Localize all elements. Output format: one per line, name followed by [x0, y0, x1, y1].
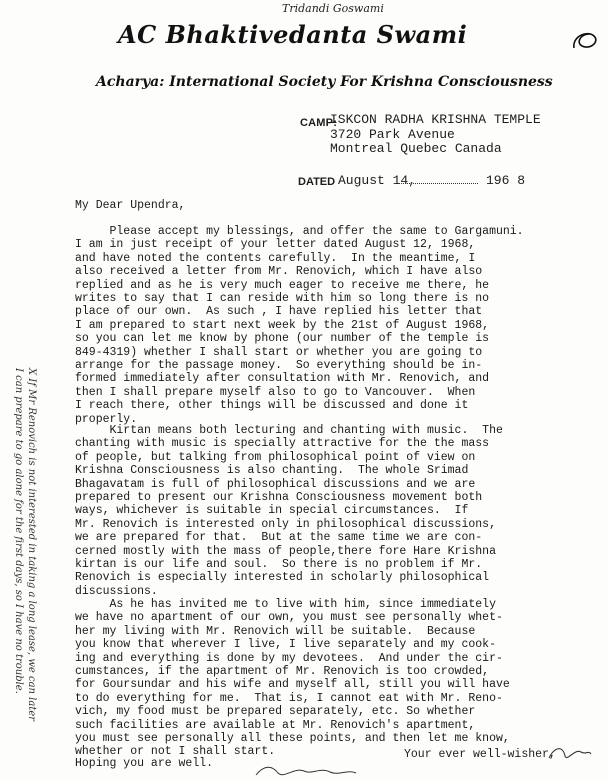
- dated-label: DATED: [298, 176, 336, 188]
- margin-note: [10, 368, 37, 722]
- signature-scribble-icon: [250, 763, 360, 779]
- dated-year: 196 8: [486, 173, 526, 188]
- salutation: My Dear Upendra,: [75, 199, 186, 212]
- signature-icon: [545, 742, 593, 764]
- camp-address: [330, 113, 541, 157]
- letterhead-name: AC Bhaktivedanta Swami: [118, 20, 468, 49]
- camp-label: CAMP:: [300, 117, 338, 129]
- paragraph-2: Kirtan means both lecturing and chanting with music. The chanting with music is specially attractive for the the mass of people, but talking from philosophical point of view on Krishna Consciousness is also chanting. The whole Srimad Bhagavatam is full of philosophical discussions and we are prepared to present our Krishna Consciousness movement both ways, whichever is suitable in special circumstances. If Mr. Renovich is interested only in philosophical discussions, we are prepared for that. But at the same time we are con- cerned mostly with the mass of people,there fore Hare Krishna kirtan is our life and soul. So there is no problem if Mr. Renovich is especially interested in scholarly philosophical discussions.: [75, 424, 503, 598]
- address-line-1: ISKCON RADHA KRISHNA TEMPLE: [330, 112, 541, 127]
- dated-dotted-line: [398, 183, 478, 184]
- address-line-2: 3720 Park Avenue: [330, 126, 455, 142]
- letterhead-tridandi: Tridandi Goswami: [282, 2, 384, 15]
- signoff: Your ever well-wisher,: [404, 748, 556, 761]
- margin-note-line-2: I can prepare to go alone for the first days, so I have no trouble.: [13, 368, 24, 694]
- margin-note-line-1: X If Mr Renovich is not interested in taking a long lease, we can later: [26, 368, 37, 722]
- closing: Hoping you are well.: [75, 757, 214, 770]
- flourish-icon: [570, 28, 602, 52]
- paragraph-1: Please accept my blessings, and offer the same to Gargamuni. I am in just receipt of your letter dated August 12, 1968, and have noted the contents carefully. In the meantime, I also received a letter from Mr. Renovich, which I have also replied and as he is very much eager to receive me there, he writes to say that I can reside with him so long there is no place of our own. As such , I have replied his letter that I am prepared to start next week by the 21st of August 1968, so you can let me know by phone (our number of the temple is 849-4319) whether I shall start or whether you are going to arrange for the passage money. So everything should be in- formed immediately after consultation with Mr. Renovich, and then I shall prepare myself also to go to Vancouver. When I reach there, other things will be discussed and done it properly.: [75, 225, 524, 426]
- dated-date: August 14,: [338, 173, 417, 188]
- paragraph-3: As he has invited me to live with him, since immediately we have no apartment of our own, you must see personally whet- her my living with Mr. Renovich will be suitable. Because you know that wherever I live, I live separately and my cook- ing and everything is done by my devotees. And under the cir- cumstances, if the apartment of Mr. Renovich is too crowded, for Goursundar and his wife and myself all, still you will have to do everything for me. That is, I cannot eat with Mr. Reno- vich, my food must be prepared separately, etc. So whether such facilities are available at Mr. Renovich's apartment, you must see personally all these points, and then let me know, whether or not I shall start.: [75, 598, 510, 759]
- letterhead-acharya: Acharya: International Society For Krishna Consciousness: [96, 74, 553, 90]
- address-line-3: Montreal Quebec Canada: [330, 141, 502, 156]
